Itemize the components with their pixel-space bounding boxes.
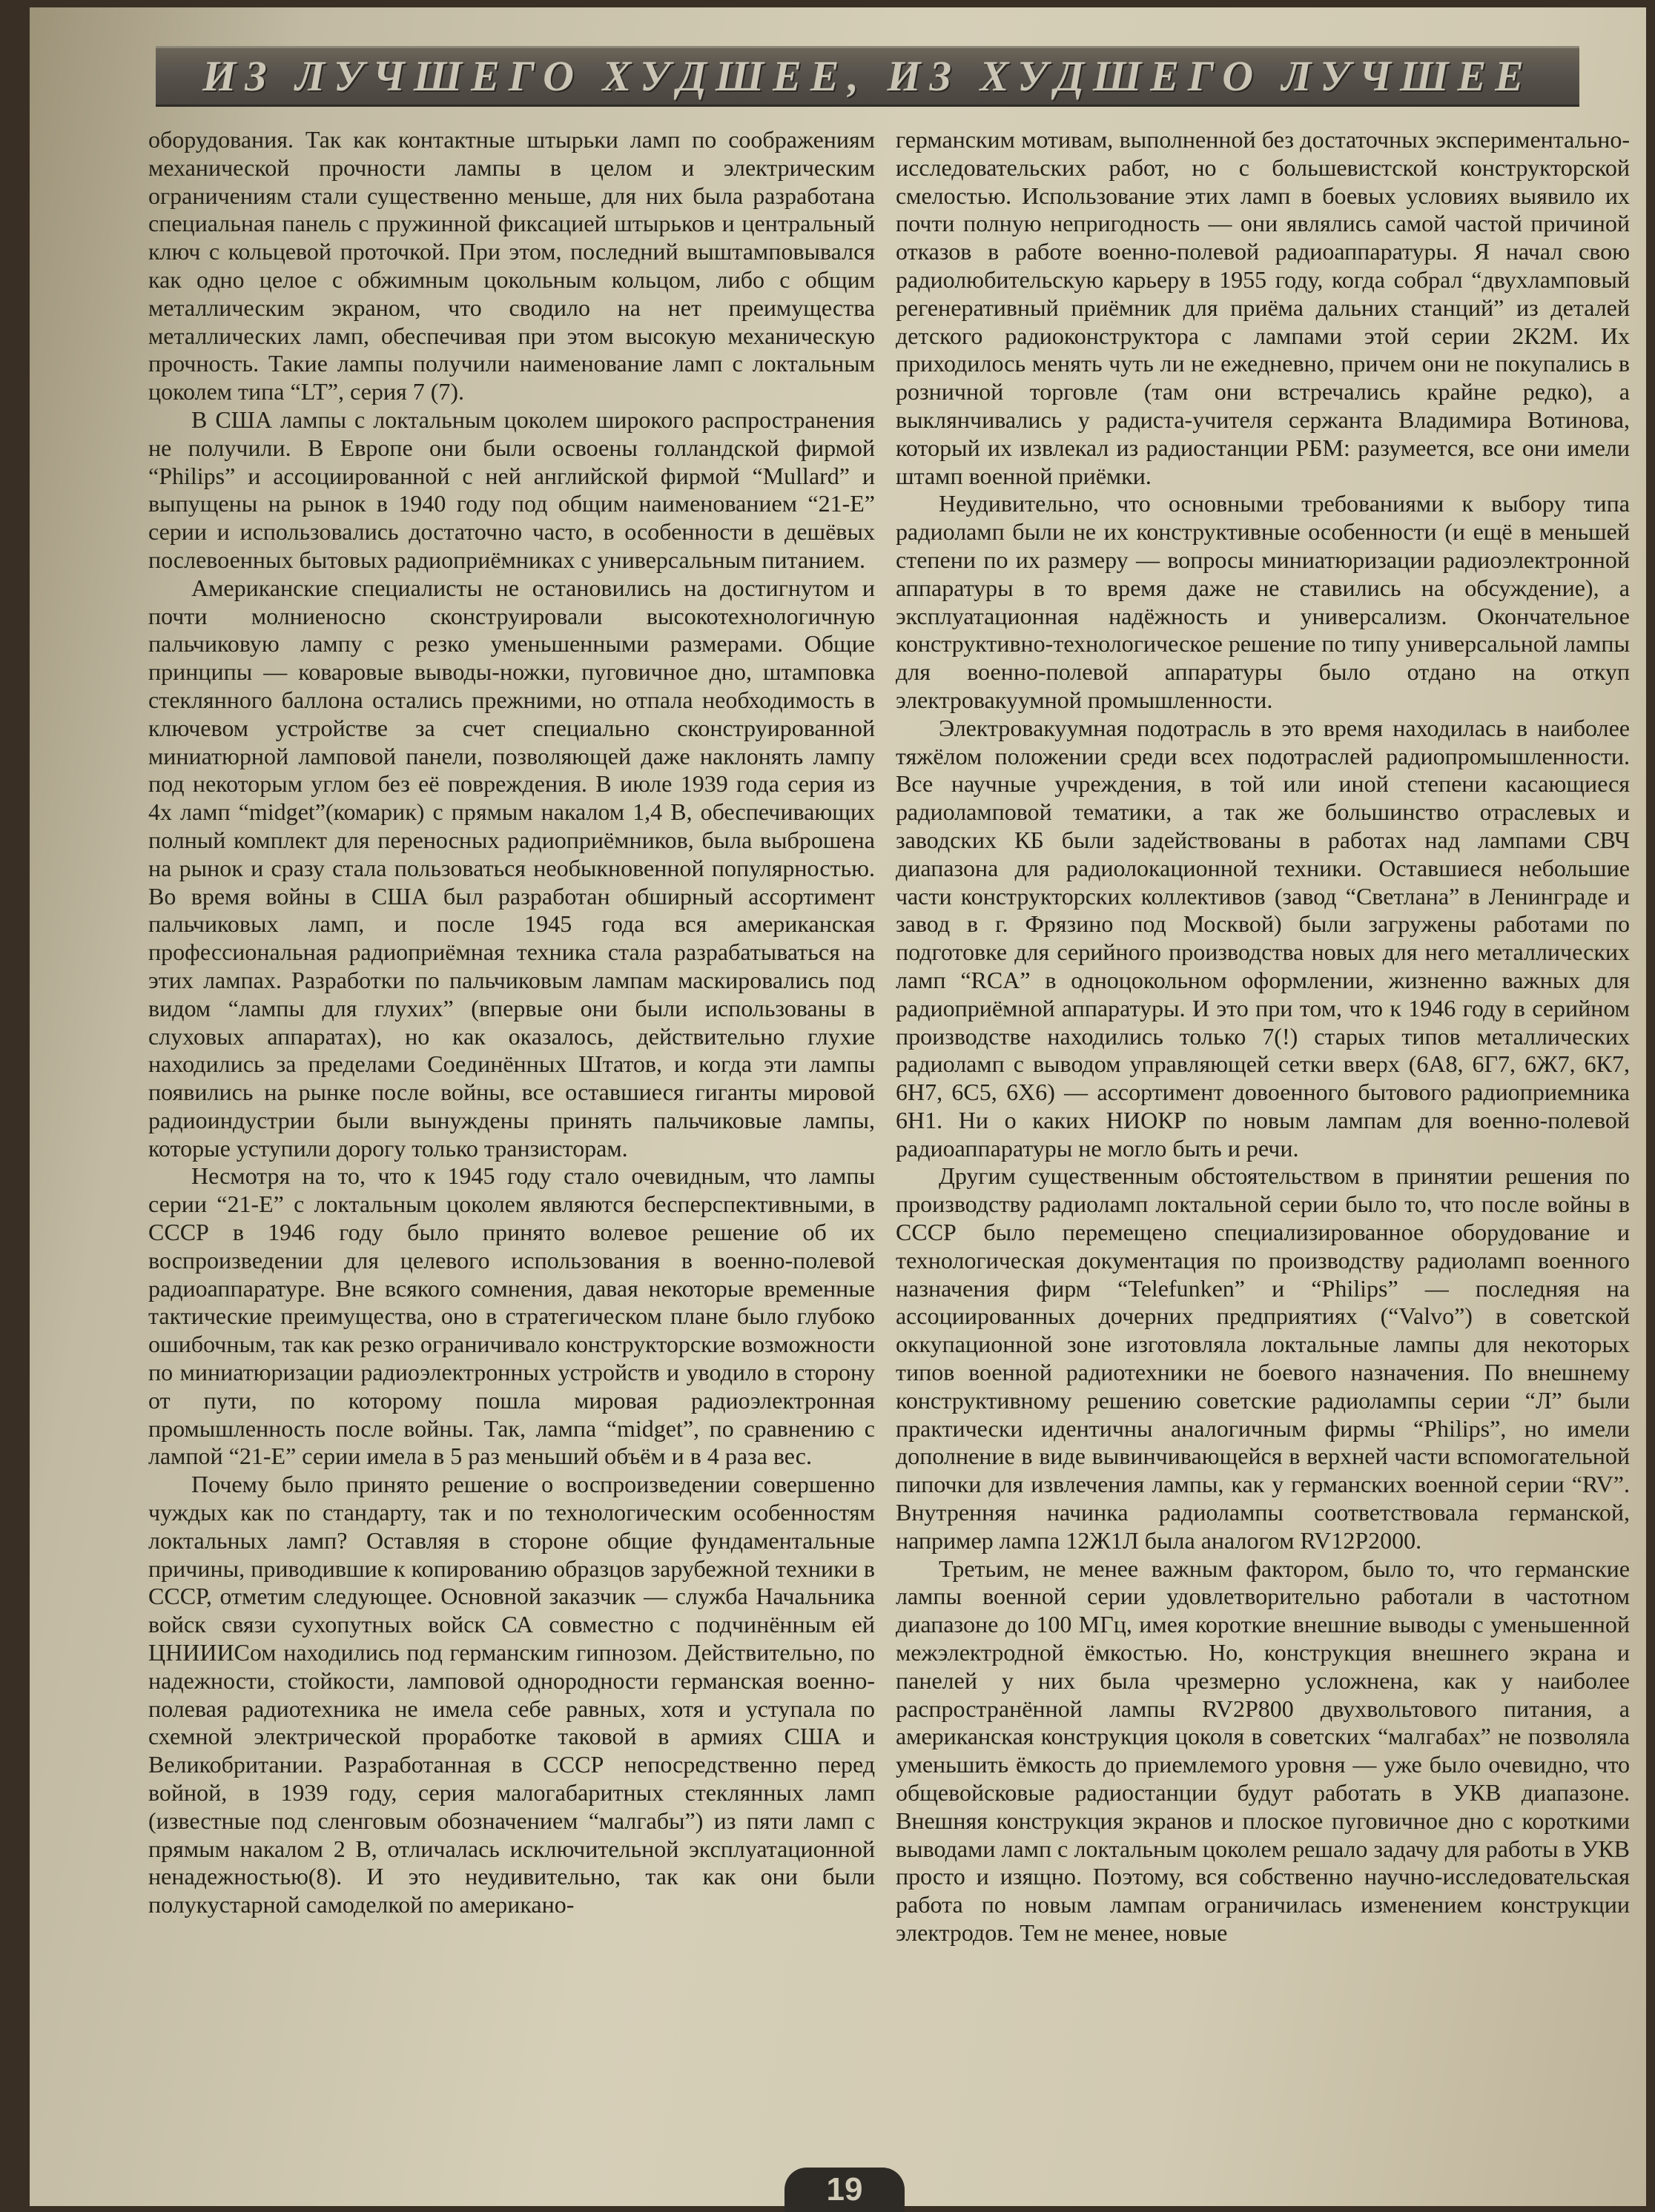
paragraph: В США лампы с локтальным цоколем широкого распространения не получили. В Европе они были освоены голландской фирмой “Philips” и ассоциированной с ней английской фирмой “Mullard” и выпущены на рынок в 1940 году под общим наименованием “21-E” серии и использовались достаточно часто, в особенности в дешёвых послевоенных бытовых радиоприёмниках с универсальным питанием. (148, 405, 875, 573)
left-text-column (148, 126, 875, 1919)
paragraph: Третьим, не менее важным фактором, было то, что германские лампы военной серии удовлетворительно работали в частотном диапазоне до 100 МГц, имея короткие внешние выводы с уменьшенной межэлектродной ёмкостью. Но, конструкция внешнего экрана и панелей у них была чрезмерно усложнена, как у наиболее распространённой лампы RV2P800 двухвольтового питания, а американская конструкция цоколя в советских “малгабах” не позволяла уменьшить ёмкость до приемлемого уровня — уже было очевидно, что общевойсковые радиостанции будут работать в УКВ диапазоне. Внешняя конструкция экранов и плоское пуговичное дно с короткими выводами ламп с локтальным цоколем решало задачу для работы в УКВ просто и изящно. Поэтому, вся собственно научно-исследовательская работа по новым лампам ограничилась изменением конструкции электродов. Тем не менее, новые (896, 1554, 1630, 1946)
running-header (156, 46, 1579, 107)
paragraph: оборудования. Так как контактные штырьки ламп по соображениям механической прочности лампы в целом и электрическим ограничениям стали существенно меньше, для них была разработана специальная панель с пружинной фиксацией штырьков и центральный ключ с кольцевой проточкой. При этом, последний выштамповывался как одно целое с обжимным цокольным кольцом, либо с общим металлическим экраном, что сводило на нет преимущества металлических ламп, обеспечивая при этом высокую механическую прочность. Такие лампы получили наименование ламп с локтальным цоколем типа “LT”, серия 7 (7). (148, 126, 875, 405)
paragraph: Неудивительно, что основными требованиями к выбору типа радиоламп были не их конструктивные особенности (и ещё в меньшей степени по их размеру — вопросы миниатюризации радиоэлектронной аппаратуры в то время даже не ставились на обсуждение), а эксплуатационная надёжность и универсализм. Окончательное конструктивно-технологическое решение по типу универсальной лампы для военно-полевой аппаратуры было отдано на откуп электровакуумной промышленности. (896, 490, 1630, 713)
paragraph: Другим существенным обстоятельством в принятии решения по производству радиоламп локтальной серии было то, что после войны в СССР было перемещено специализированное оборудование и технологическая документация по производству радиоламп военного назначения фирм “Telefunken” и “Philips” — последняя на ассоциированных дочерних предприятиях (“Valvo”) в советской оккупационной зоне изготовляла локтальные лампы для некоторых типов военной радиотехники не боевого назначения. По внешнему конструктивному решению советские радиолампы серии “Л” были практически идентичны аналогичным фирмы “Philips”, но имели дополнение в виде вывинчивающейся в верхней части вспомогательной пипочки для извлечения лампы, как у германских военной серии “RV”. Внутренняя начинка радиолампы соответствовала германской, например лампа 12Ж1Л была аналогом RV12P2000. (896, 1162, 1630, 1554)
right-text-column (896, 126, 1630, 1947)
page-number: 19 (784, 2168, 905, 2212)
paragraph: Американские специалисты не остановились на достигнутом и почти молниеносно сконструировали высокотехнологичную пальчиковую лампу с резко уменьшенными размерами. Общие принципы — коваровые выводы-ножки, пуговичное дно, штамповка стеклянного баллона остались прежними, но отпала необходимость в ключевом устройстве за счет специально сконструированной миниатюрной ламповой панели, позволяющей даже наклонять лампу под некоторым углом без её повреждения. В июле 1939 года серия из 4х ламп “midget”(комарик) с прямым накалом 1,4 В, обеспечивающих полный комплект для переносных радиоприёмников, была выброшена на рынок и сразу стала пользоваться необыкновенной популярностью. Во время войны в США был разработан обширный ассортимент пальчиковых ламп, и после 1945 года вся американская профессиональная радиоприёмная техника стала разрабатываться на этих лампах. Разработки по пальчиковым лампам маскировались под видом “лампы для глухих” (впервые они были использованы в слуховых аппаратах), но как оказалось, действительно глухие находились за пределами Соединённых Штатов, и когда эти лампы появились на рынке после войны, все оставшиеся гиганты мировой радиоиндустрии были вынуждены принять пальчиковые лампы, которые уступили дорогу только транзисторам. (148, 574, 875, 1162)
running-header-title: ИЗ ЛУЧШЕГО ХУДШЕЕ, ИЗ ХУДШЕГО ЛУЧШЕЕ (202, 52, 1533, 100)
paragraph: Почему было принято решение о воспроизведении совершенно чуждых как по стандарту, так и по технологическим особенностям локтальных ламп? Оставляя в стороне общие фундаментальные причины, приводившие к копированию образцов зарубежной техники в СССР, отметим следующее. Основной заказчик — служба Начальника войск связи сухопутных войск СА совместно с подчинённым ей ЦНИИИСом находились под германским гипнозом. Действительно, по надежности, стойкости, ламповой однородности германская военно-полевая радиотехника не имела себе равных, хотя и уступала по схемной электрической проработке таковой в армиях США и Великобритании. Разработанная в СССР непосредственно перед войной, в 1939 году, серия малогабаритных стеклянных ламп (известные под сленговым обозначением “малгабы”) из пяти ламп с прямым накалом 2 В, отличалась исключительной эксплуатационной ненадежностью(8). И это неудивительно, так как они были полукустарной самоделкой по американо- (148, 1471, 875, 1918)
magazine-page (30, 7, 1646, 2206)
paragraph: Электровакуумная подотрасль в это время находилась в наиболее тяжёлом положении среди всех подотраслей радиопромышленности. Все научные учреждения, в той или иной степени касающиеся радиоламповой тематики, а так же большинство отраслевых и заводских КБ были задействованы в работах над лампами СВЧ диапазона для радиолокационной техники. Оставшиеся небольшие части конструкторских коллективов (завод “Светлана” в Ленинграде и завод в г. Фрязино под Москвой) были загружены работами по подготовке для серийного производства новых для него металлических ламп “RCA” в одноцокольном оформлении, жизненно важных для радиоприёмной аппаратуры. И это при том, что к 1946 году в серийном производстве находились только 7(!) старых типов металлических радиоламп с выводом управляющей сетки вверх (6А8, 6Г7, 6Ж7, 6К7, 6Н7, 6С5, 6Х6) — ассортимент довоенного бытового радиоприемника 6Н1. Ни о каких НИОКР по новым лампам для военно-полевой радиоаппаратуры не могло быть и речи. (896, 714, 1630, 1162)
paragraph: Несмотря на то, что к 1945 году стало очевидным, что лампы серии “21-E” с локтальным цоколем являются бесперспективными, в СССР в 1946 году было принято волевое решение об их воспроизведении для целевого использования в военно-полевой радиоаппаратуре. Вне всякого сомнения, давая некоторые временные тактические преимущества, оно в стратегическом плане было глубоко ошибочным, так как резко ограничивало конструкторские возможности по миниатюризации радиоэлектронных устройств и уводило в сторону от пути, по которому пошла мировая радиоэлектронная промышленность после войны. Так, лампа “midget”, по сравнению с лампой “21-E” серии имела в 5 раз меньший объём и в 4 раза вес. (148, 1162, 875, 1470)
paragraph: германским мотивам, выполненной без достаточных экспериментально-исследовательских работ, но с большевистской конструкторской смелостью. Использование этих ламп в боевых условиях выявило их почти полную непригодность — они являлись самой частой причиной отказов в работе военно-полевой радиоаппаратуры. Я начал свою радиолюбительскую карьеру в 1955 году, когда собрал “двухламповый регенеративный приёмник для приёма дальних станций” из деталей детского радиоконструктора с лампами этой серии 2К2М. Их приходилось менять чуть ли не ежедневно, причем они не покупались в розничной торговле (там они встречались крайне редко), а выклянчивались у радиста-учителя сержанта Владимира Вотинова, который их извлекал из радиостанции РБМ: разумеется, все они имели штамп военной приёмки. (896, 126, 1630, 489)
